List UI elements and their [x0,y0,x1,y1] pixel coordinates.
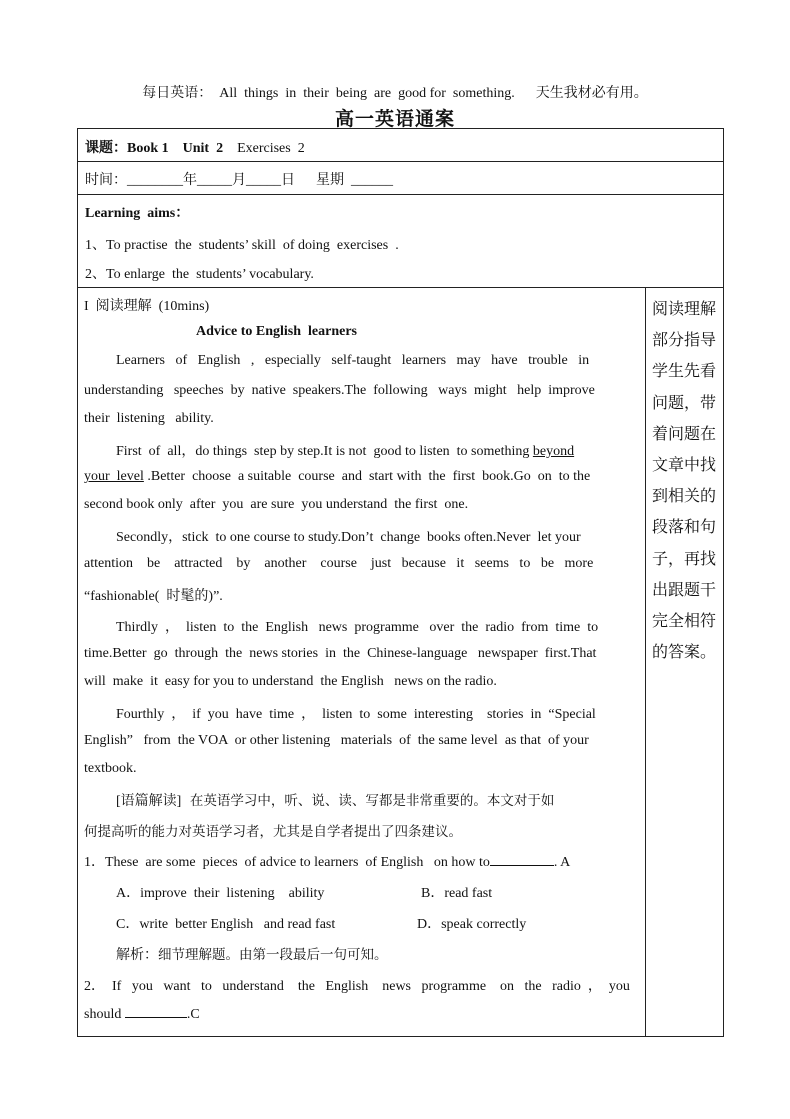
paragraph-line: attention be attracted by another course just because it seems to be more [84,556,594,571]
reading-section [77,287,724,1037]
paragraph-line: English” from the VOA or other listening materials of the same level as that of your [84,733,589,748]
paragraph-text: First of all，do things step by step.It is not good to listen to something [116,444,533,459]
paragraph-line: their listening ability. [84,411,214,426]
daily-motto: 每日英语： All things in their being are good for something. 天生我材必有用。 [142,86,648,101]
subject-label: 课题：Book 1 Unit 2 [85,141,224,156]
subject-exercise: Exercises 2 [237,141,305,156]
option-c: C．write better English and read fast [116,917,336,932]
question-stem: 2． If you want to understand the English news programme on the radio ， you [84,979,630,994]
paragraph-line: Fourthly ， if you have time ， listen to some interesting stories in “Special [116,707,596,722]
paragraph-line: second book only after you are sure you understand the first one. [84,497,469,512]
option-d: D．speak correctly [417,917,527,932]
subject-text [85,137,305,157]
paragraph-text: .Better choose a suitable course and start with the first book.Go on to the [143,469,591,484]
question-stem [84,1005,200,1023]
question-text: should [84,1007,122,1022]
question-text: 1．These are some pieces of advice to learners of English on how to [84,855,490,870]
option-b: B．read fast [421,886,493,901]
question-answer: .C [186,1007,200,1022]
aims-heading: Learning aims： [85,206,190,221]
underlined-phrase: beyond [532,444,575,459]
paragraph-line: Thirdly ， listen to the English news programme over the radio from time to [116,620,599,635]
question-answer: . A [553,855,571,870]
paragraph-line: Learners of English , especially self-taught learners may have trouble in [116,353,590,368]
analysis-line [116,789,554,810]
paragraph-line: textbook. [84,761,137,776]
paragraph-line: will make it easy for you to understand the English news on the radio. [84,674,497,689]
explanation-text: 细节理解题。由第一段最后一句可知。 [158,947,388,963]
paragraph-line: Secondly，stick to one course to study.Don’t change books often.Never let your [116,530,581,545]
paragraph-line [116,440,574,460]
aims-item: 2、To enlarge the students’ vocabulary. [85,267,314,282]
article-title: Advice to English learners [196,324,357,339]
answer-blank [490,853,554,866]
time-row [77,161,724,195]
analysis-line: 何提高听的能力对英语学习者，尤其是自学者提出了四条建议。 [84,824,462,840]
document-title: 高一英语通案 [334,109,455,130]
analysis-text: 在英语学习中，听、说、读、写都是非常重要的。本文对于如 [181,793,555,809]
option-a: A．improve their listening ability [116,886,325,901]
section-heading: I 阅读理解 (10mins) [84,299,210,314]
paragraph-line [84,469,590,485]
question-stem [84,851,570,871]
paragraph-line: “fashionable( 时髦的)”. [84,589,223,604]
learning-aims [77,194,724,288]
aims-item: 1、To practise the students’ skill of doing exercises . [85,238,399,253]
paragraph-line: understanding speeches by native speakers.The following ways might help improve [84,383,595,398]
teacher-note: 阅读理解部分指导学生先看问题，带着问题在文章中找到相关的段落和句子，再找出跟题干完全相符的答案。 [652,299,717,662]
column-divider [645,287,646,1036]
answer-blank [125,1005,187,1018]
explanation-label: 解析： [116,948,158,963]
time-text: 时间：________年_____月_____日 星期 ______ [85,173,393,188]
analysis-label: [语篇解读] [116,794,182,809]
explanation-line [116,943,388,964]
paragraph-line: time.Better go through the news stories in the Chinese-language newspaper first.That [84,646,597,661]
underlined-phrase: your level [84,469,144,484]
subject-row [77,128,724,162]
